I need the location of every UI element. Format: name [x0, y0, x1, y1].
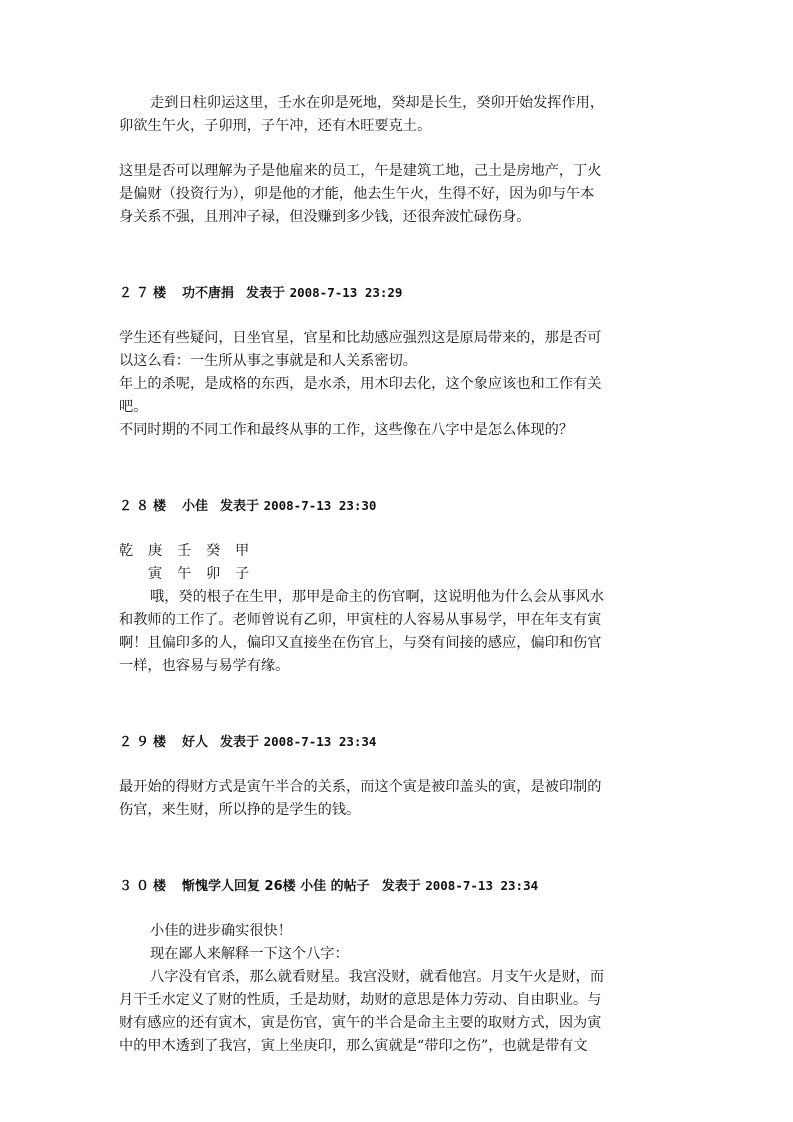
bazi-char: 庚	[148, 543, 163, 559]
bazi-char: 乾	[119, 543, 134, 559]
posted-label: 发表于	[381, 879, 421, 894]
text-line: 走到日柱卯运这里，壬水在卯是死地，癸却是长生，癸卯开始发挥作用，	[150, 95, 605, 111]
intro-paragraph-1	[119, 92, 671, 138]
bazi-char: 癸	[206, 543, 221, 559]
bazi-char: 子	[235, 566, 250, 582]
text-line: 啊！且偏印多的人，偏印又直接坐在伤官上，与癸有间接的感应，偏印和伤官	[119, 635, 602, 651]
post-author: 功不唐捐	[182, 286, 235, 301]
floor-number: ２９楼	[119, 735, 171, 750]
text-line: 以这么看：一生所从事之事就是和人关系密切。	[119, 353, 417, 369]
text-line: 身关系不强，且刑冲子禄，但没赚到多少钱，还很奔波忙碌伤身。	[119, 209, 531, 225]
post-author: 惭愧学人回复 26楼 小佳 的帖子	[182, 879, 370, 894]
post-header-28	[119, 494, 671, 518]
bazi-chart	[119, 540, 671, 586]
post-datetime: 2008-7-13 23:34	[263, 734, 377, 749]
text-line: 现在鄙人来解释一下这个八字：	[150, 946, 349, 962]
text-line: 月干壬水定义了财的性质，壬是劫财，劫财的意思是体力劳动、自由职业。与	[119, 992, 602, 1008]
bazi-char: 寅	[148, 566, 163, 582]
post-body-27	[119, 327, 671, 442]
floor-number: ３０楼	[119, 879, 171, 894]
post-body-28	[119, 586, 671, 678]
bazi-char: 壬	[177, 543, 192, 559]
post-datetime: 2008-7-13 23:34	[425, 878, 539, 893]
post-datetime: 2008-7-13 23:29	[289, 285, 403, 300]
bazi-branches-row	[119, 563, 671, 586]
text-line: 伤官，来生财，所以挣的是学生的钱。	[119, 802, 361, 818]
text-line: 八字没有官杀，那么就看财星。我宫没财，就看他宫。月支午火是财，而	[150, 969, 605, 985]
text-line: 不同时期的不同工作和最终从事的工作，这些像在八字中是怎么体现的？	[119, 422, 574, 438]
floor-number: ２７楼	[119, 286, 171, 301]
text-line: 年上的杀呢，是成格的东西，是水杀，用木印去化，这个象应该也和工作有关	[119, 376, 602, 392]
post-body-29	[119, 776, 671, 822]
text-line: 吧。	[119, 399, 148, 415]
text-line: 卯欲生午火，子卯刑，子午冲，还有木旺要克土。	[119, 118, 432, 134]
floor-number: ２８楼	[119, 499, 171, 514]
text-line: 哦，癸的根子在生甲，那甲是命主的伤官啊，这说明他为什么会从事风水	[150, 589, 605, 605]
bazi-stems-row	[119, 540, 671, 563]
bazi-char: 卯	[206, 566, 221, 582]
text-line: 最开始的得财方式是寅午半合的关系，而这个寅是被印盖头的寅，是被印制的	[119, 779, 602, 795]
posted-label: 发表于	[220, 499, 260, 514]
post-author: 小佳	[182, 499, 209, 514]
bazi-char: 甲	[235, 543, 250, 559]
text-line: 是偏财（投资行为），卯是他的才能，他去生午火，生得不好，因为卯与午本	[119, 186, 595, 202]
text-line: 和教师的工作了。老师曾说有乙卯，甲寅柱的人容易从事易学，甲在年支有寅	[119, 612, 602, 628]
intro-paragraph-2	[119, 160, 671, 229]
post-body-30	[119, 920, 671, 1058]
post-datetime: 2008-7-13 23:30	[263, 498, 377, 513]
text-line: 中的甲木透到了我宫，寅上坐庚印，那么寅就是“带印之伤”，也就是带有文	[119, 1038, 588, 1054]
posted-label: 发表于	[246, 286, 286, 301]
text-line: 这里是否可以理解为子是他雇来的员工，午是建筑工地，己土是房地产，丁火	[119, 163, 602, 179]
bazi-char: 午	[177, 566, 192, 582]
text-line: 学生还有些疑问，日坐官星，官星和比劫感应强烈这是原局带来的，那是否可	[119, 330, 602, 346]
post-author: 好人	[182, 735, 209, 750]
post-header-30	[119, 874, 671, 898]
text-line: 小佳的进步确实很快！	[150, 923, 292, 939]
posted-label: 发表于	[220, 735, 260, 750]
document-page	[119, 92, 671, 1058]
text-line: 财有感应的还有寅木，寅是伤官，寅午的半合是命主主要的取财方式，因为寅	[119, 1015, 602, 1031]
post-header-27	[119, 281, 671, 305]
post-header-29	[119, 730, 671, 754]
text-line: 一样，也容易与易学有缘。	[119, 658, 290, 674]
